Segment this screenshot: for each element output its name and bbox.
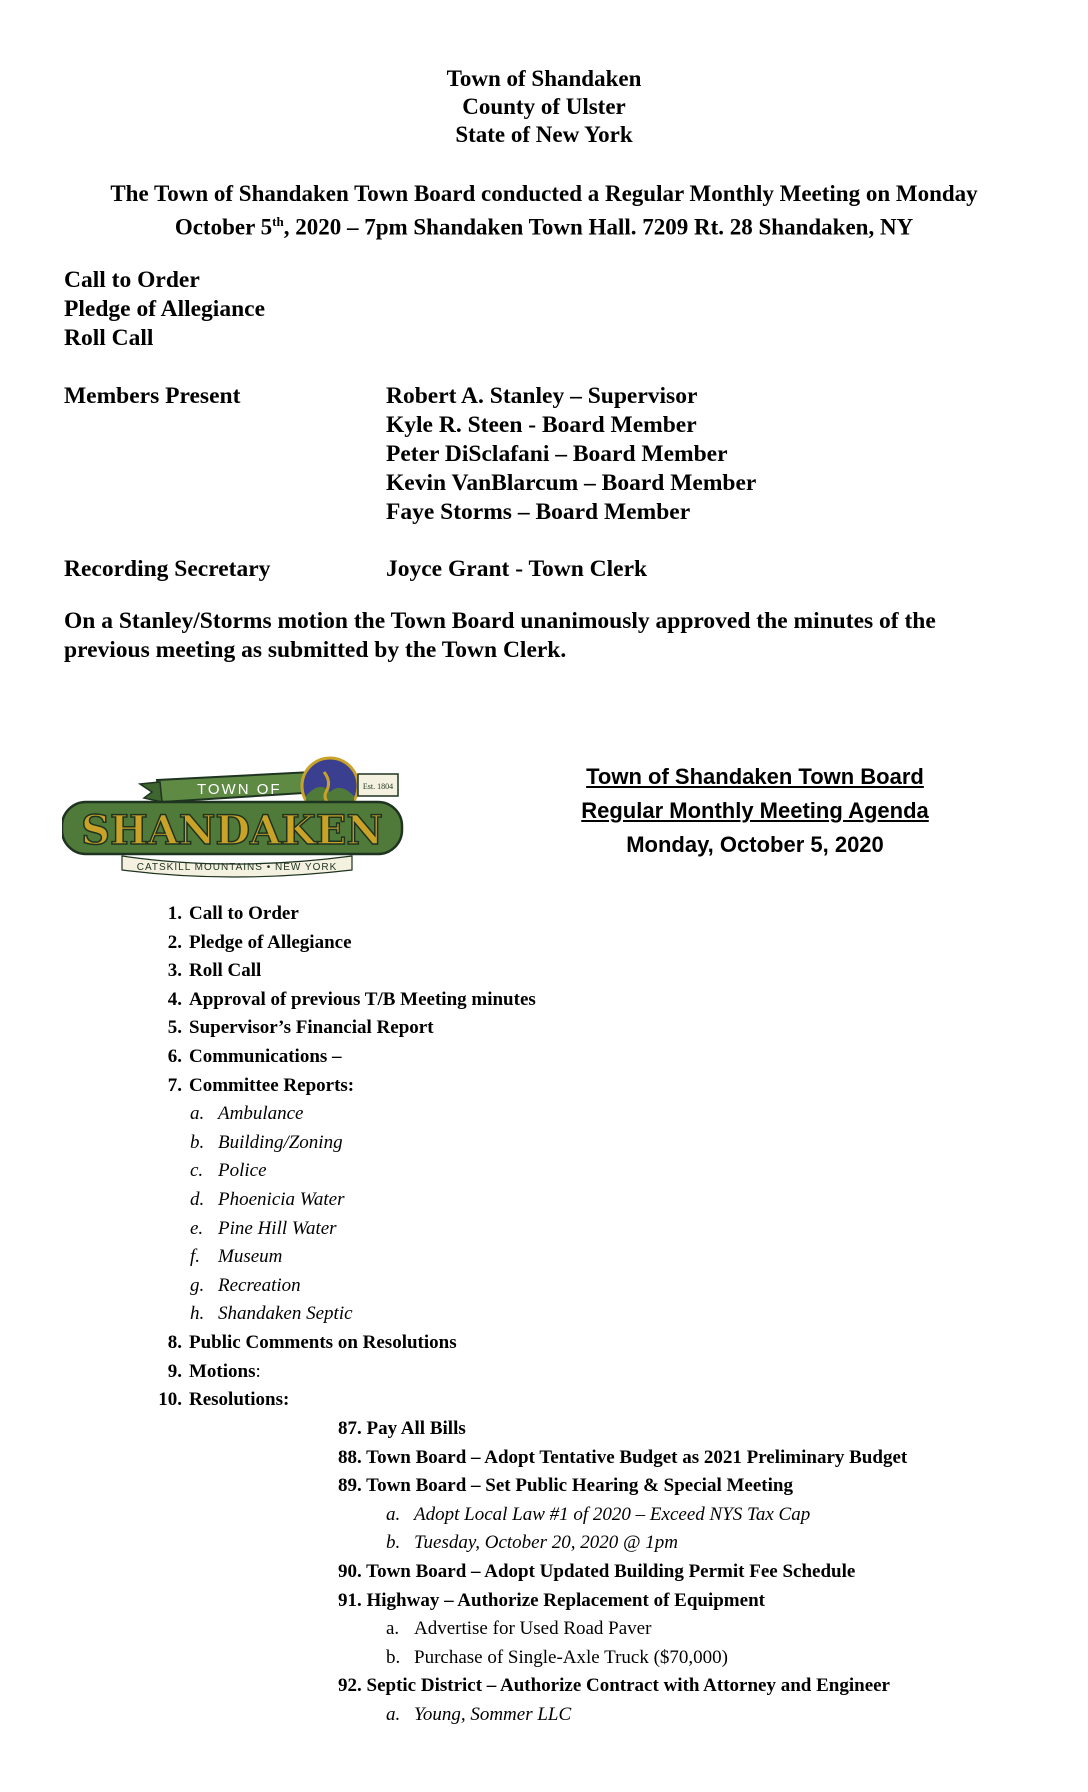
committee-item: a. Ambulance: [190, 1103, 304, 1125]
member-2: Kyle R. Steen - Board Member: [386, 412, 697, 438]
committee-item: d. Phoenicia Water: [190, 1188, 345, 1210]
resolution-91a: a. Advertise for Used Road Paver: [386, 1618, 652, 1640]
resolution-91: 91. Highway – Authorize Replacement of Equipment: [338, 1589, 765, 1611]
resolution-89: 89. Town Board – Set Public Hearing & Special Meeting: [338, 1475, 793, 1497]
resolution-88: 88. Town Board – Adopt Tentative Budget as 2021 Preliminary Budget: [338, 1446, 908, 1468]
logo-name-text: SHANDAKEN: [81, 807, 383, 854]
committee-item: c. Police: [190, 1160, 267, 1182]
town-logo-graphic: [62, 752, 412, 882]
logo-banner-text: TOWN OF: [197, 781, 282, 798]
agenda-item: 10. Resolutions:: [158, 1389, 290, 1411]
committee-item: b. Building/Zoning: [190, 1131, 343, 1153]
resolution-90: 90. Town Board – Adopt Updated Building Permit Fee Schedule: [338, 1560, 856, 1582]
agenda-item: 3. Roll Call: [167, 960, 262, 982]
member-1: Robert A. Stanley – Supervisor: [386, 383, 698, 409]
opening-pledge: Pledge of Allegiance: [64, 296, 266, 322]
resolution-list: [338, 1415, 907, 1730]
member-3: Peter DiSclafani – Board Member: [386, 441, 728, 467]
agenda-item: 8. Public Comments on Resolutions: [167, 1331, 457, 1353]
resolution-89a: a. Adopt Local Law #1 of 2020 – Exceed NYS Tax Cap: [386, 1503, 811, 1525]
agenda-list: [152, 900, 536, 1415]
town-logo: [62, 752, 412, 882]
secretary-name: Joyce Grant - Town Clerk: [386, 556, 648, 582]
resolution-92: 92. Septic District – Authorize Contract with Attorney and Engineer: [338, 1675, 890, 1697]
committee-item: h. Shandaken Septic: [190, 1303, 353, 1325]
committee-item: e. Pine Hill Water: [190, 1217, 337, 1239]
resolution-92a: a. Young, Sommer LLC: [386, 1703, 572, 1725]
meeting-line-2: October 5th, 2020 – 7pm Shandaken Town Hall. 7209 Rt. 28 Shandaken, NY: [174, 214, 914, 240]
agenda-item: 9. Motions:: [167, 1360, 261, 1382]
agenda-title-1: Town of Shandaken Town Board: [586, 764, 924, 789]
resolution-87: 87. Pay All Bills: [338, 1418, 466, 1439]
header-state: State of New York: [455, 122, 633, 147]
resolution-89b: b. Tuesday, October 20, 2020 @ 1pm: [386, 1532, 678, 1554]
header-county: County of Ulster: [462, 94, 626, 119]
resolution-91b: b. Purchase of Single-Axle Truck ($70,000): [386, 1646, 728, 1668]
committee-list: [152, 1100, 536, 1329]
members-label: Members Present: [64, 383, 241, 409]
committee-item: f. Museum: [190, 1246, 283, 1268]
member-4: Kevin VanBlarcum – Board Member: [386, 470, 757, 496]
committee-item: g. Recreation: [190, 1274, 301, 1296]
agenda-item: 1. Call to Order: [167, 903, 299, 924]
motion-line-1: On a Stanley/Storms motion the Town Board unanimously approved the minutes of the: [64, 608, 936, 634]
member-5: Faye Storms – Board Member: [386, 499, 691, 525]
agenda-item: 2. Pledge of Allegiance: [167, 931, 352, 953]
opening-roll-call: Roll Call: [64, 325, 154, 351]
agenda-date: Monday, October 5, 2020: [626, 832, 884, 857]
header-town: Town of Shandaken: [446, 66, 642, 91]
agenda-item: 6. Communications –: [167, 1045, 342, 1067]
logo-est-text: Est. 1804: [362, 782, 394, 791]
agenda-item: 4. Approval of previous T/B Meeting minutes: [167, 988, 536, 1010]
agenda-item: 7. Committee Reports:: [167, 1074, 355, 1096]
motion-line-2: previous meeting as submitted by the Town Clerk.: [64, 637, 567, 663]
logo-tagline-text: CATSKILL MOUNTAINS • NEW YORK: [136, 862, 338, 873]
agenda-item: 5. Supervisor’s Financial Report: [167, 1017, 434, 1039]
meeting-line-1: The Town of Shandaken Town Board conducted a Regular Monthly Meeting on Monday: [110, 181, 978, 206]
opening-call-to-order: Call to Order: [64, 267, 200, 293]
agenda-title-2: Regular Monthly Meeting Agenda: [581, 798, 929, 823]
secretary-label: Recording Secretary: [64, 556, 271, 582]
